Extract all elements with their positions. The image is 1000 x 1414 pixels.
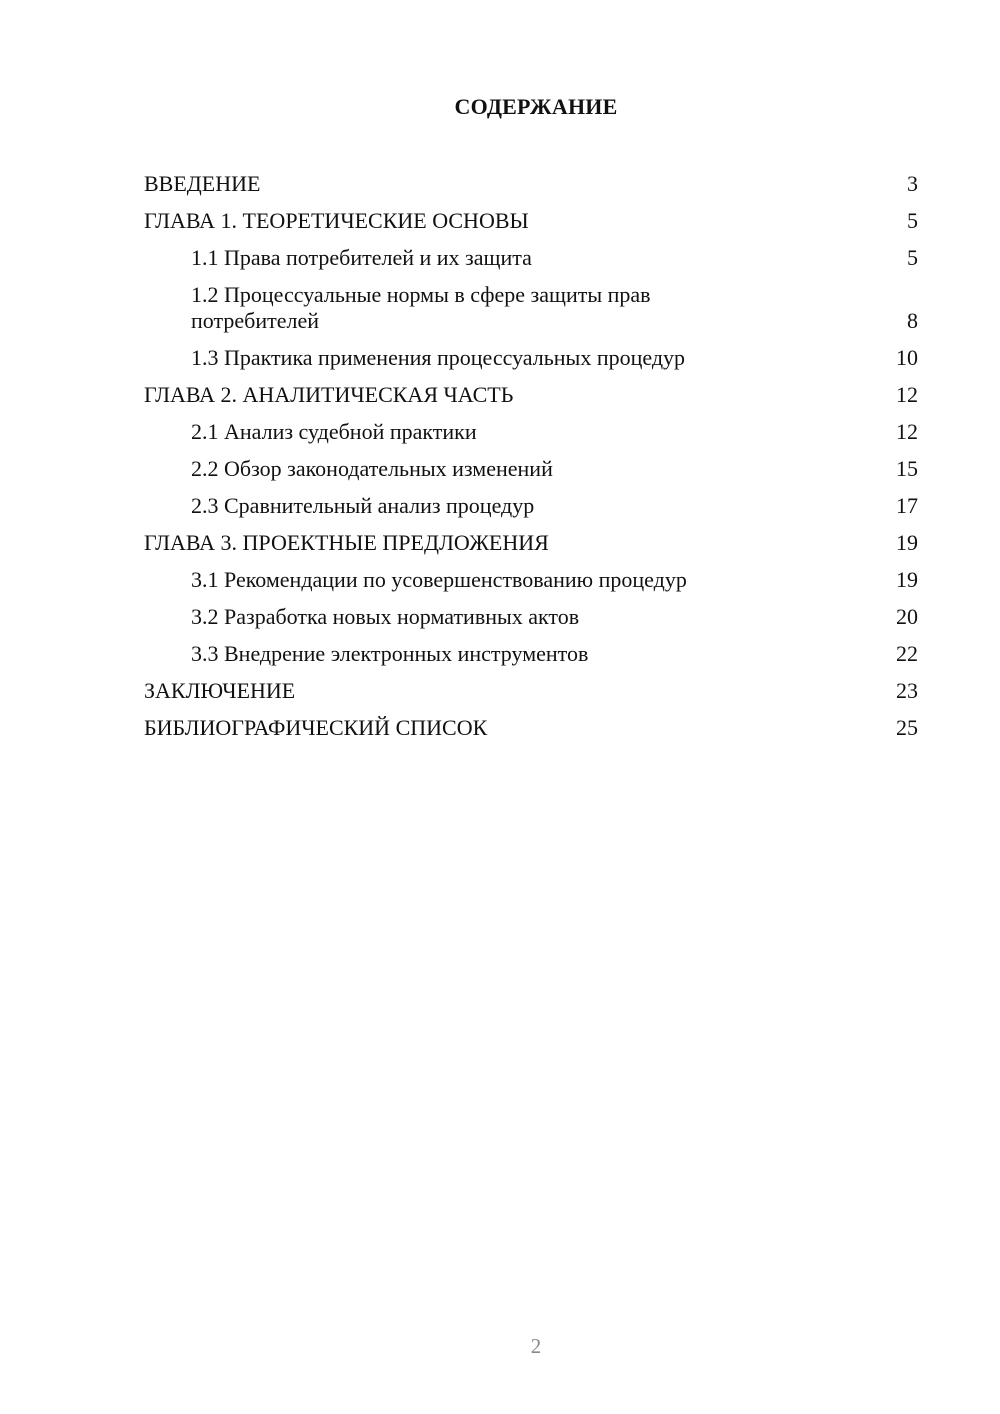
toc-entry-label: ЗАКЛЮЧЕНИЕ [144,678,296,703]
toc-chapter-entry [144,206,918,243]
toc-entry-page-number: 25 [896,715,918,740]
toc-section-entry [144,280,918,343]
toc-entry-label: 1.1 Права потребителей и их защита [191,245,532,270]
toc-entry-label: 2.2 Обзор законодательных изменений [191,456,553,481]
toc-entry-page-number: 17 [896,493,918,518]
toc-entry-label: ГЛАВА 2. АНАЛИТИЧЕСКАЯ ЧАСТЬ [144,382,514,407]
toc-section-entry [144,491,918,528]
toc-entry-label: ВВЕДЕНИЕ [144,171,261,196]
toc-section-entry [144,454,918,491]
toc-entry-page-number: 23 [896,678,918,703]
toc-entry-label: ГЛАВА 3. ПРОЕКТНЫЕ ПРЕДЛОЖЕНИЯ [144,530,549,555]
toc-entry-label: ГЛАВА 1. ТЕОРЕТИЧЕСКИЕ ОСНОВЫ [144,208,529,233]
toc-section-entry [144,639,918,676]
toc-entry-label: 3.1 Рекомендации по усовершенствованию процедур [191,567,687,592]
toc-entry-page-number: 3 [907,171,918,196]
page-title: СОДЕРЖАНИЕ [454,94,618,119]
toc-chapter-entry [144,676,918,713]
toc-chapter-entry [144,380,918,417]
toc-entry-page-number: 20 [896,604,918,629]
toc-entry-page-number: 22 [896,641,918,666]
toc-entry-page-number: 19 [896,567,918,592]
toc-section-entry [144,243,918,280]
toc-entry-page-number: 12 [896,382,918,407]
toc-entry-page-number: 15 [896,456,918,481]
toc-section-entry [144,343,918,380]
toc-section-entry [144,417,918,454]
toc-entry-label: 1.3 Практика применения процессуальных процедур [191,345,686,370]
toc-chapter-entry [144,528,918,565]
toc-entry-page-number: 5 [907,245,918,270]
toc-entry-label: 2.1 Анализ судебной практики [191,419,477,444]
toc-entry-label: 1.2 Процессуальные нормы в сфере защиты прав потребителей [191,282,651,333]
table-of-contents [144,169,918,750]
toc-chapter-entry [144,169,918,206]
toc-section-entry [144,602,918,639]
toc-entry-label: БИБЛИОГРАФИЧЕСКИЙ СПИСОК [144,715,488,740]
toc-entry-label: 3.3 Внедрение электронных инструментов [191,641,589,666]
toc-entry-label: 3.2 Разработка новых нормативных актов [191,604,580,629]
toc-entry-page-number: 12 [896,419,918,444]
toc-section-entry [144,565,918,602]
toc-entry-page-number: 8 [907,308,918,333]
toc-entry-page-number: 10 [896,345,918,370]
toc-entry-page-number: 5 [907,208,918,233]
toc-entry-page-number: 19 [896,530,918,555]
toc-entry-label: 2.3 Сравнительный анализ процедур [191,493,535,518]
toc-chapter-entry [144,713,918,750]
page-number: 2 [530,1334,542,1358]
